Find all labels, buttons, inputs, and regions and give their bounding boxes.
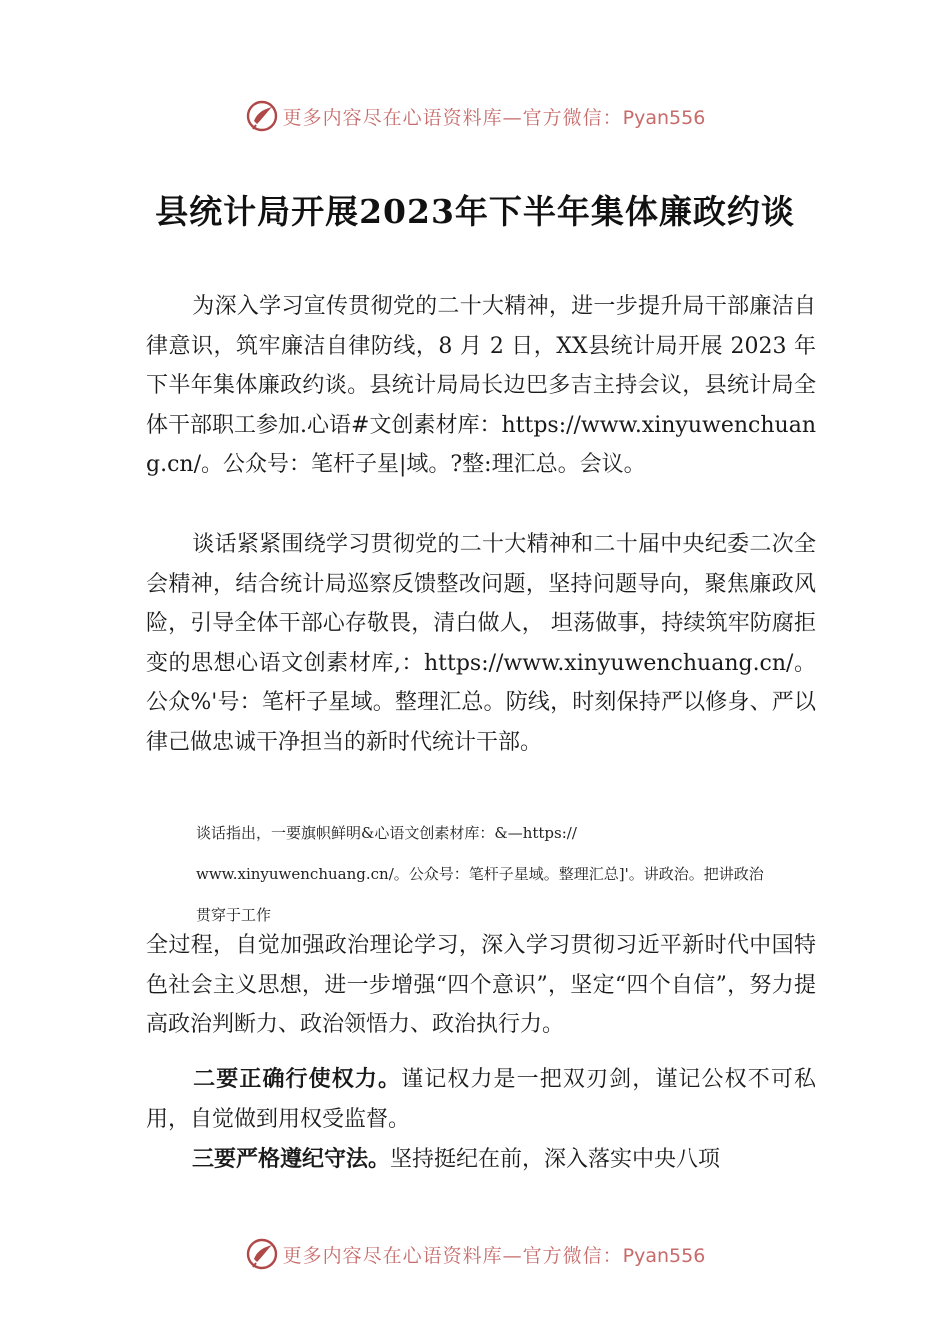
footer-banner xyxy=(0,1234,950,1274)
footer-banner-text: 更多内容尽在心语资料库—官方微信：Pyan556 xyxy=(282,1244,706,1267)
paragraph-5-text: 坚持挺纪在前，深入落实中央八项 xyxy=(390,1147,721,1172)
header-banner xyxy=(0,96,950,136)
paragraph-5-heading: 三要严格遵纪守法。 xyxy=(192,1147,391,1172)
header-banner-text: 更多内容尽在心语资料库—官方微信：Pyan556 xyxy=(282,106,706,129)
paragraph-1-text: 为深入学习宣传贯彻党的二十大精神，进一步提升局干部廉洁自律意识，筑牢廉洁自律防线，8 月 2 日，XX县统计局开展 2023 年下半年集体廉政约谈。县统计局局长边巴多吉主持会议，县统计局全体干部职工参加.心语#文创素材库：https://www.xinyuwenchuang.cn/。公众号：笔杆子星|域。?整:理汇总。会议。 xyxy=(146,294,816,478)
paragraph-3 xyxy=(146,926,816,1045)
paragraph-4-heading: 二要正确行使权力。 xyxy=(192,1067,402,1092)
paragraph-1 xyxy=(146,287,816,485)
brand-logo-icon xyxy=(245,1237,279,1271)
paragraph-4 xyxy=(146,1060,816,1139)
header-wechat-id: Pyan556 xyxy=(622,106,706,129)
footer-wechat-id: Pyan556 xyxy=(622,1244,706,1267)
paragraph-2-text: 谈话紧紧围绕学习贯彻党的二十大精神和二十届中央纪委二次全会精神，结合统计局巡察反馈整改问题，坚持问题导向，聚焦廉政风险，引导全体干部心存敬畏，清白做人， 坦荡做事，持续筑牢防腐拒变的思想心语文创素材库,：https://www.xinyuwenchuang.cn/。公众%'号：笔杆子星域。整理汇总。防线，时刻保持严以修身、严以律己做忠诚干净担当的新时代统计干部。 xyxy=(146,532,816,755)
paragraph-4-text: 谨记权力是一把双刃剑，谨记公权不可私用，自觉做到用权受监督。 xyxy=(146,1067,816,1132)
small-text-line-3: 贯穿于工作 xyxy=(196,906,272,924)
document-title: 县统计局开展2023年下半年集体廉政约谈 xyxy=(155,192,795,231)
small-text-line-2: www.xinyuwenchuang.cn/。公众号：笔杆子星域。整理汇总]'。讲政治。把讲政治 xyxy=(196,865,764,883)
small-text-line-1: 谈话指出，一要旗帜鲜明&心语文创素材库：&—https:// xyxy=(196,824,577,842)
paragraph-3-text: 全过程，自觉加强政治理论学习，深入学习贯彻习近平新时代中国特色社会主义思想，进一步增强“四个意识”，坚定“四个自信”，努力提高政治判断力、政治领悟力、政治执行力。 xyxy=(146,933,816,1038)
brand-logo-icon xyxy=(245,99,279,133)
paragraph-5 xyxy=(146,1140,816,1180)
paragraph-2 xyxy=(146,525,816,763)
